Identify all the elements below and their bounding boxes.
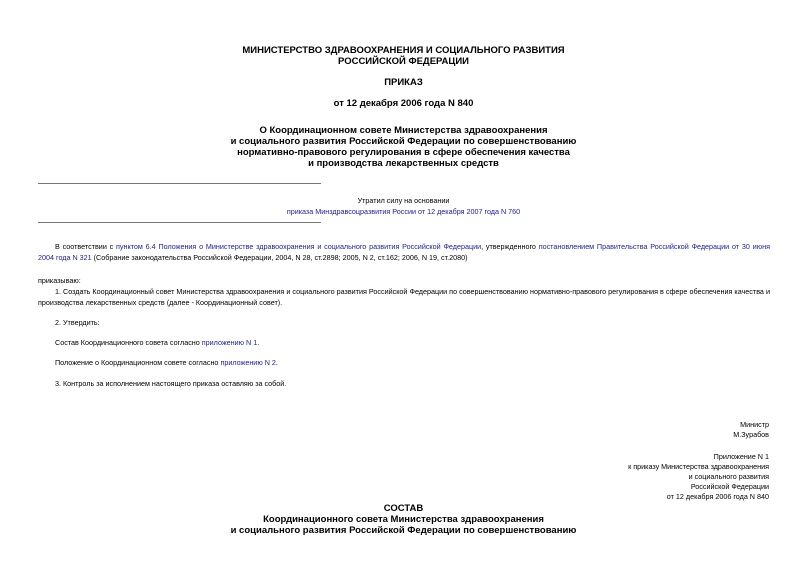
doc-title-line1: О Координационном совете Министерства здравоохранения: [259, 125, 548, 136]
repeal-order-link[interactable]: приказа Минздравсоцразвития России от 12 декабря 2007 года N 760: [286, 207, 521, 216]
government-decree-link[interactable]: постановлением Правительства Российской Федерации от 30 июня 2004 года N 321: [38, 242, 770, 262]
ministry-name-line1: МИНИСТЕРСТВО ЗДРАВООХРАНЕНИЯ И СОЦИАЛЬНОГО РАЗВИТИЯ: [242, 45, 565, 56]
regulation-link[interactable]: пунктом 6.4 Положения о Министерстве здравоохранения и социального развития Российской Федерации: [116, 242, 482, 251]
divider-bottom: [38, 222, 321, 223]
item-3-paragraph: 3. Контроль за исполнением настоящего приказа оставляю за собой.: [55, 379, 287, 388]
item-2a-text: Состав Координационного совета согласно: [55, 338, 202, 347]
appendix-2-link[interactable]: приложению N 2: [220, 358, 276, 367]
status-line: Утратил силу на основании: [357, 196, 450, 205]
signature-name: М.Зурабов: [733, 430, 769, 439]
appendix-line5: от 12 декабря 2006 года N 840: [666, 492, 769, 501]
appendix-line3: и социального развития: [688, 472, 769, 481]
appendix-1-link[interactable]: приложению N 1: [201, 338, 258, 347]
doc-title-line2: и социального развития Российской Федерации по совершенствованию: [230, 136, 577, 147]
doc-title-line4: и производства лекарственных средств: [308, 158, 499, 169]
appendix-line1: Приложение N 1: [713, 452, 769, 461]
item-1-paragraph: 1. Создать Координационный совет Министерства здравоохранения и социального развития Российской Федерации по совершенствованию нормативно-правового регулирования в сфере обеспечения качества и производства лекарственных средств (далее - Координационный совет).: [38, 287, 770, 307]
appendix-line2: к приказу Министерства здравоохранения: [628, 462, 769, 471]
preamble-paragraph: [38, 242, 770, 263]
item-2-paragraph: 2. Утвердить:: [55, 318, 100, 327]
item-2a-paragraph: [38, 338, 770, 349]
composition-line1: Координационного совета Министерства здравоохранения: [263, 514, 544, 525]
order-word: приказываю:: [38, 276, 81, 285]
appendix-line4: Российской Федерации: [690, 482, 769, 491]
item-2a-dot: .: [257, 338, 260, 347]
doc-title-line3: нормативно-правового регулирования в сфере обеспечения качества: [237, 147, 570, 158]
signature-role: Министр: [740, 420, 769, 429]
doc-date: от 12 декабря 2006 года N 840: [333, 98, 474, 109]
preamble-text-2: , утвержденного: [481, 242, 539, 251]
item-2b-dot: .: [275, 358, 278, 367]
divider-top: [38, 183, 321, 184]
item-2b-text: Положение о Координационном совете согласно: [55, 358, 221, 367]
doc-type: ПРИКАЗ: [384, 77, 423, 88]
composition-title: СОСТАВ: [383, 503, 424, 514]
composition-line2: и социального развития Российской Федерации по совершенствованию: [230, 525, 577, 536]
item-2b-paragraph: [38, 358, 770, 369]
preamble-text-1: В соответствии с: [55, 242, 117, 251]
ministry-name-line2: РОССИЙСКОЙ ФЕДЕРАЦИИ: [337, 56, 469, 67]
preamble-text-3: (Собрание законодательства Российской Федерации, 2004, N 28, ст.2898; 2005, N 2, ст.162; 2006, N 19, ст.2080): [91, 252, 468, 262]
status-link-row: [0, 207, 807, 217]
